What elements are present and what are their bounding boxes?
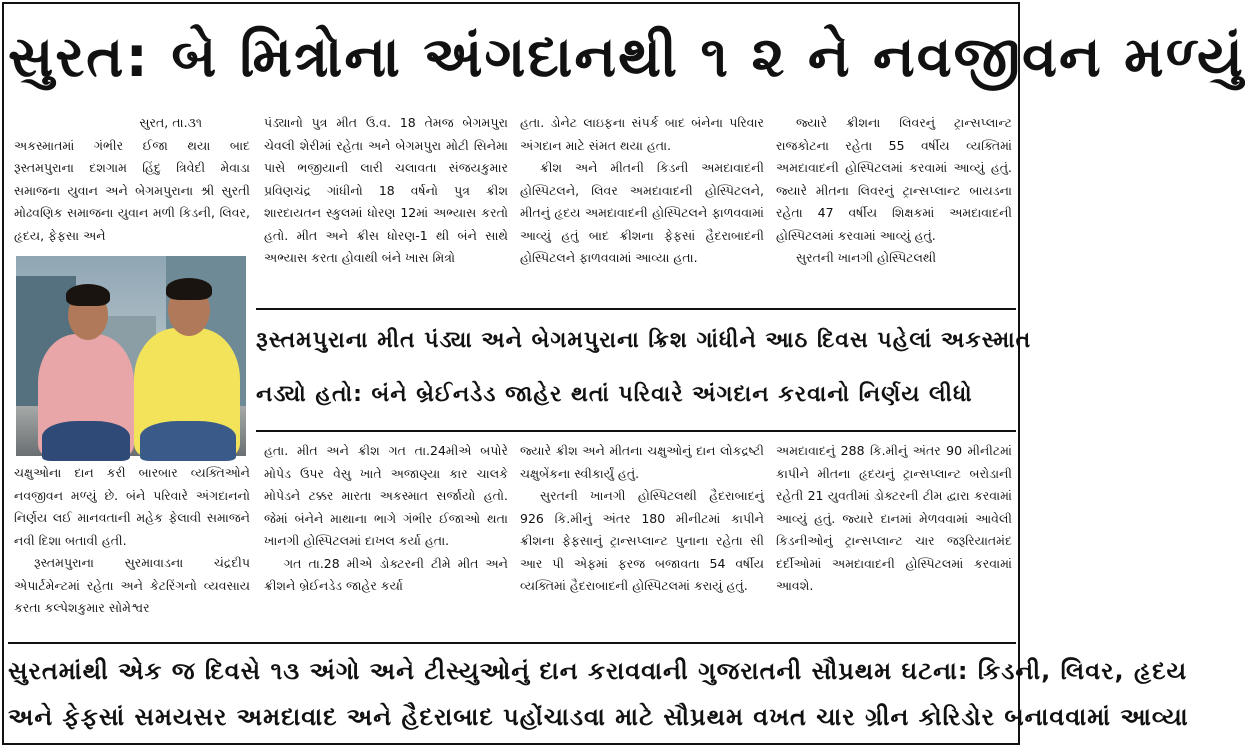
column-4-bottom <box>776 440 1012 632</box>
paragraph: જ્યારે ક્રીશ અને મીતના ચક્ષુઓનું દાન લોકદ્રષ્ટી ચક્ષુબેંકના સ્વીકાર્યું હતું. <box>520 443 764 481</box>
paragraph: ક્રીશ અને મીતની કિડની અમદાવાદની હોસ્પિટલને, લિવર અમદાવાદની હોસ્પિટલને, મીતનું હૃદય અમદાવાદની હોસ્પિટલને ફાળવવામાં આવ્યું હતું બાદ ક્રીશના ફેફસાં હૈદરાબાદની હોસ્પિટલને ફાળવવામાં આવ્યા હતા. <box>520 160 764 265</box>
bottom-headline-line-1: સુરતમાંથી એક જ દિવસે ૧૩ અંગો અને ટીસ્યુઓનું દાન કરાવવાની ગુજરાતની સૌપ્રથમ ઘટના: કિડની, લિવર, હૃદય <box>8 657 1188 685</box>
paragraph: હતા. ડોનેટ લાઇફના સંપર્ક બાદ બંનેના પરિવાર અંગદાન માટે સંમત થયા હતા. <box>520 115 764 153</box>
news-photo <box>16 256 246 456</box>
dateline: સુરત, તા.૩૧ <box>139 115 202 130</box>
column-2-top <box>264 112 508 302</box>
subheadline-line-1: રૂસ્તમપુરાના મીત પંડ્યા અને બેગમપુરાના ક્રિશ ગાંધીને આઠ દિવસ પહેલાં અકસ્માત <box>256 328 1032 353</box>
column-1-top <box>14 112 250 252</box>
paragraph: સુરતની ખાનગી હોસ્પિટલથી હૈદરાબાદનું 926 કિ.મીનું અંતર 180 મીનીટમાં કાપીને ક્રીશના ફેફસાનું ટ્રાન્સપ્લાન્ટ પુનાના રહેતા સી આર પી એફમાં ફરજ બજાવતા 54 વર્ષીય વ્યક્તિમાં હૈદરાબાદની હોસ્પિટલમાં કરાયું હતું. <box>520 488 764 593</box>
bottom-headline-line-2: અને ફેફસાં સમયસર અમદાવાદ અને હૈદરાબાદ પહોંચાડવા માટે સૌપ્રથમ વખત ચાર ગ્રીન કોરિડોર બનાવવામાં આવ્યા <box>8 703 1189 731</box>
paragraph: હતા. મીત અને ક્રીશ ગત તા.24મીએ બપોરે મોપેડ ઉપર વેસુ ખાતે અજાણ્યા કાર ચાલકે મોપેડને ટક્કર મારતા અકસ્માત સર્જાયો હતો. જેમાં બંનેને માથાના ભાગે ગંભીર ઈજાઓ થતા ખાનગી હોસ્પિટલમાં દાખલ કર્યા હતા. <box>264 443 508 548</box>
paragraph: ગત તા.28 મીએ ડોક્ટરની ટીમે મીત અને ક્રીશને બ્રેઈનડેડ જાહેર કર્યા <box>264 555 508 593</box>
paragraph: પંડ્યાનો પુત્ર મીત ઉ.વ. 18 તેમજ બેગમપુરા ચેવલી શેરીમાં રહેતા અને બેગમપુરા મોટી સિનેમા પાસે ભજીયાની લારી ચલાવતા સંજયકુમાર પ્રવિણચંદ્ર ગાંધીનો 18 વર્ષનો પુત્ર ક્રીશ શારદાયતન સ્કુલમાં ધોરણ 12માં અભ્યાસ કરતો હતો. મીત અને ક્રીસ ધોરણ-1 થી બંને સાથે અભ્યાસ કરતા હોવાથી બંને ખાસ મિત્રો <box>264 115 508 265</box>
column-2-bottom <box>264 440 508 632</box>
paragraph: ચક્ષુઓના દાન કરી બારબાર વ્યક્તિઓને નવજીવન મળ્યું છે. બંને પરિવારે અંગદાનનો નિર્ણય લઈ માનવતાની મહેક ફેલાવી સમાજને નવી દિશા બતાવી હતી. <box>14 465 250 548</box>
column-4-top <box>776 112 1012 302</box>
paragraph: જ્યારે ક્રીશના લિવરનું ટ્રાન્સપ્લાન્ટ રાજકોટના રહેતા 55 વર્ષીય વ્યક્તિમાં અમદાવાદની હોસ્પિટલમાં કરવામાં આવ્યું હતું. જ્યારે મીતના લિવરનું ટ્રાન્સપ્લાન્ટ બાયડના રહેતા 47 વર્ષીય શિક્ષકમાં અમદાવાદની હોસ્પિટલમાં કરવામાં આવ્યું હતું. <box>776 115 1012 243</box>
paragraph: સુરતની ખાનગી હોસ્પિટલથી <box>796 250 937 265</box>
column-3-bottom <box>520 440 764 632</box>
paragraph: અમદાવાદનું 288 કિ.મીનું અંતર 90 મીનીટમાં કાપીને મીતના હૃદયનું ટ્રાન્સપ્લાન્ટ બરોડાની રહેતી 21 યુવતીમાં ડોક્ટરની ટીમ દ્વારા કરવામાં આવ્યું હતું. જ્યારે દાનમાં મેળવવામાં આવેલી કિડનીઓનું ટ્રાન્સપ્લાન્ટ ચાર જરૂરિયાતમંદ દર્દીઓમાં અમદાવાદની હોસ્પિટલમાં કરવામાં આવશે. <box>776 443 1012 593</box>
divider <box>256 308 1016 310</box>
headline: સુરત: બે મિત્રોના અંગદાનથી ૧ ૨ ને નવજીવન મળ્યું <box>8 25 1245 90</box>
divider <box>8 642 1016 644</box>
paragraph: રૂસ્તમપુરાના સુરમાવાડના ચંદ્રદીપ એપાર્ટમેન્ટમાં રહેતા અને કેટરિંગનો વ્યવસાય કરતા કલ્પેશકુમાર સોમેશ્વર <box>14 555 250 615</box>
divider <box>256 430 1016 432</box>
subheadline-line-2: નડ્યો હતો: બંને બ્રેઈનડેડ જાહેર થતાં પરિવારે અંગદાન કરવાનો નિર્ણય લીધો <box>256 382 973 407</box>
column-1-bottom <box>14 462 250 632</box>
column-3-top <box>520 112 764 302</box>
paragraph: અકસ્માતમાં ગંભીર ઈજા થયા બાદ રૂસ્તમપુરાના દશગામ હિંદુ ત્રિવેદી મેવાડા સમાજના યુવાન અને બેગમપુરાના શ્રી સુરતી મોઢવણિક સમાજના યુવાન મળી કિડની, લિવર, હૃદય, ફેફસા અને <box>14 137 250 243</box>
